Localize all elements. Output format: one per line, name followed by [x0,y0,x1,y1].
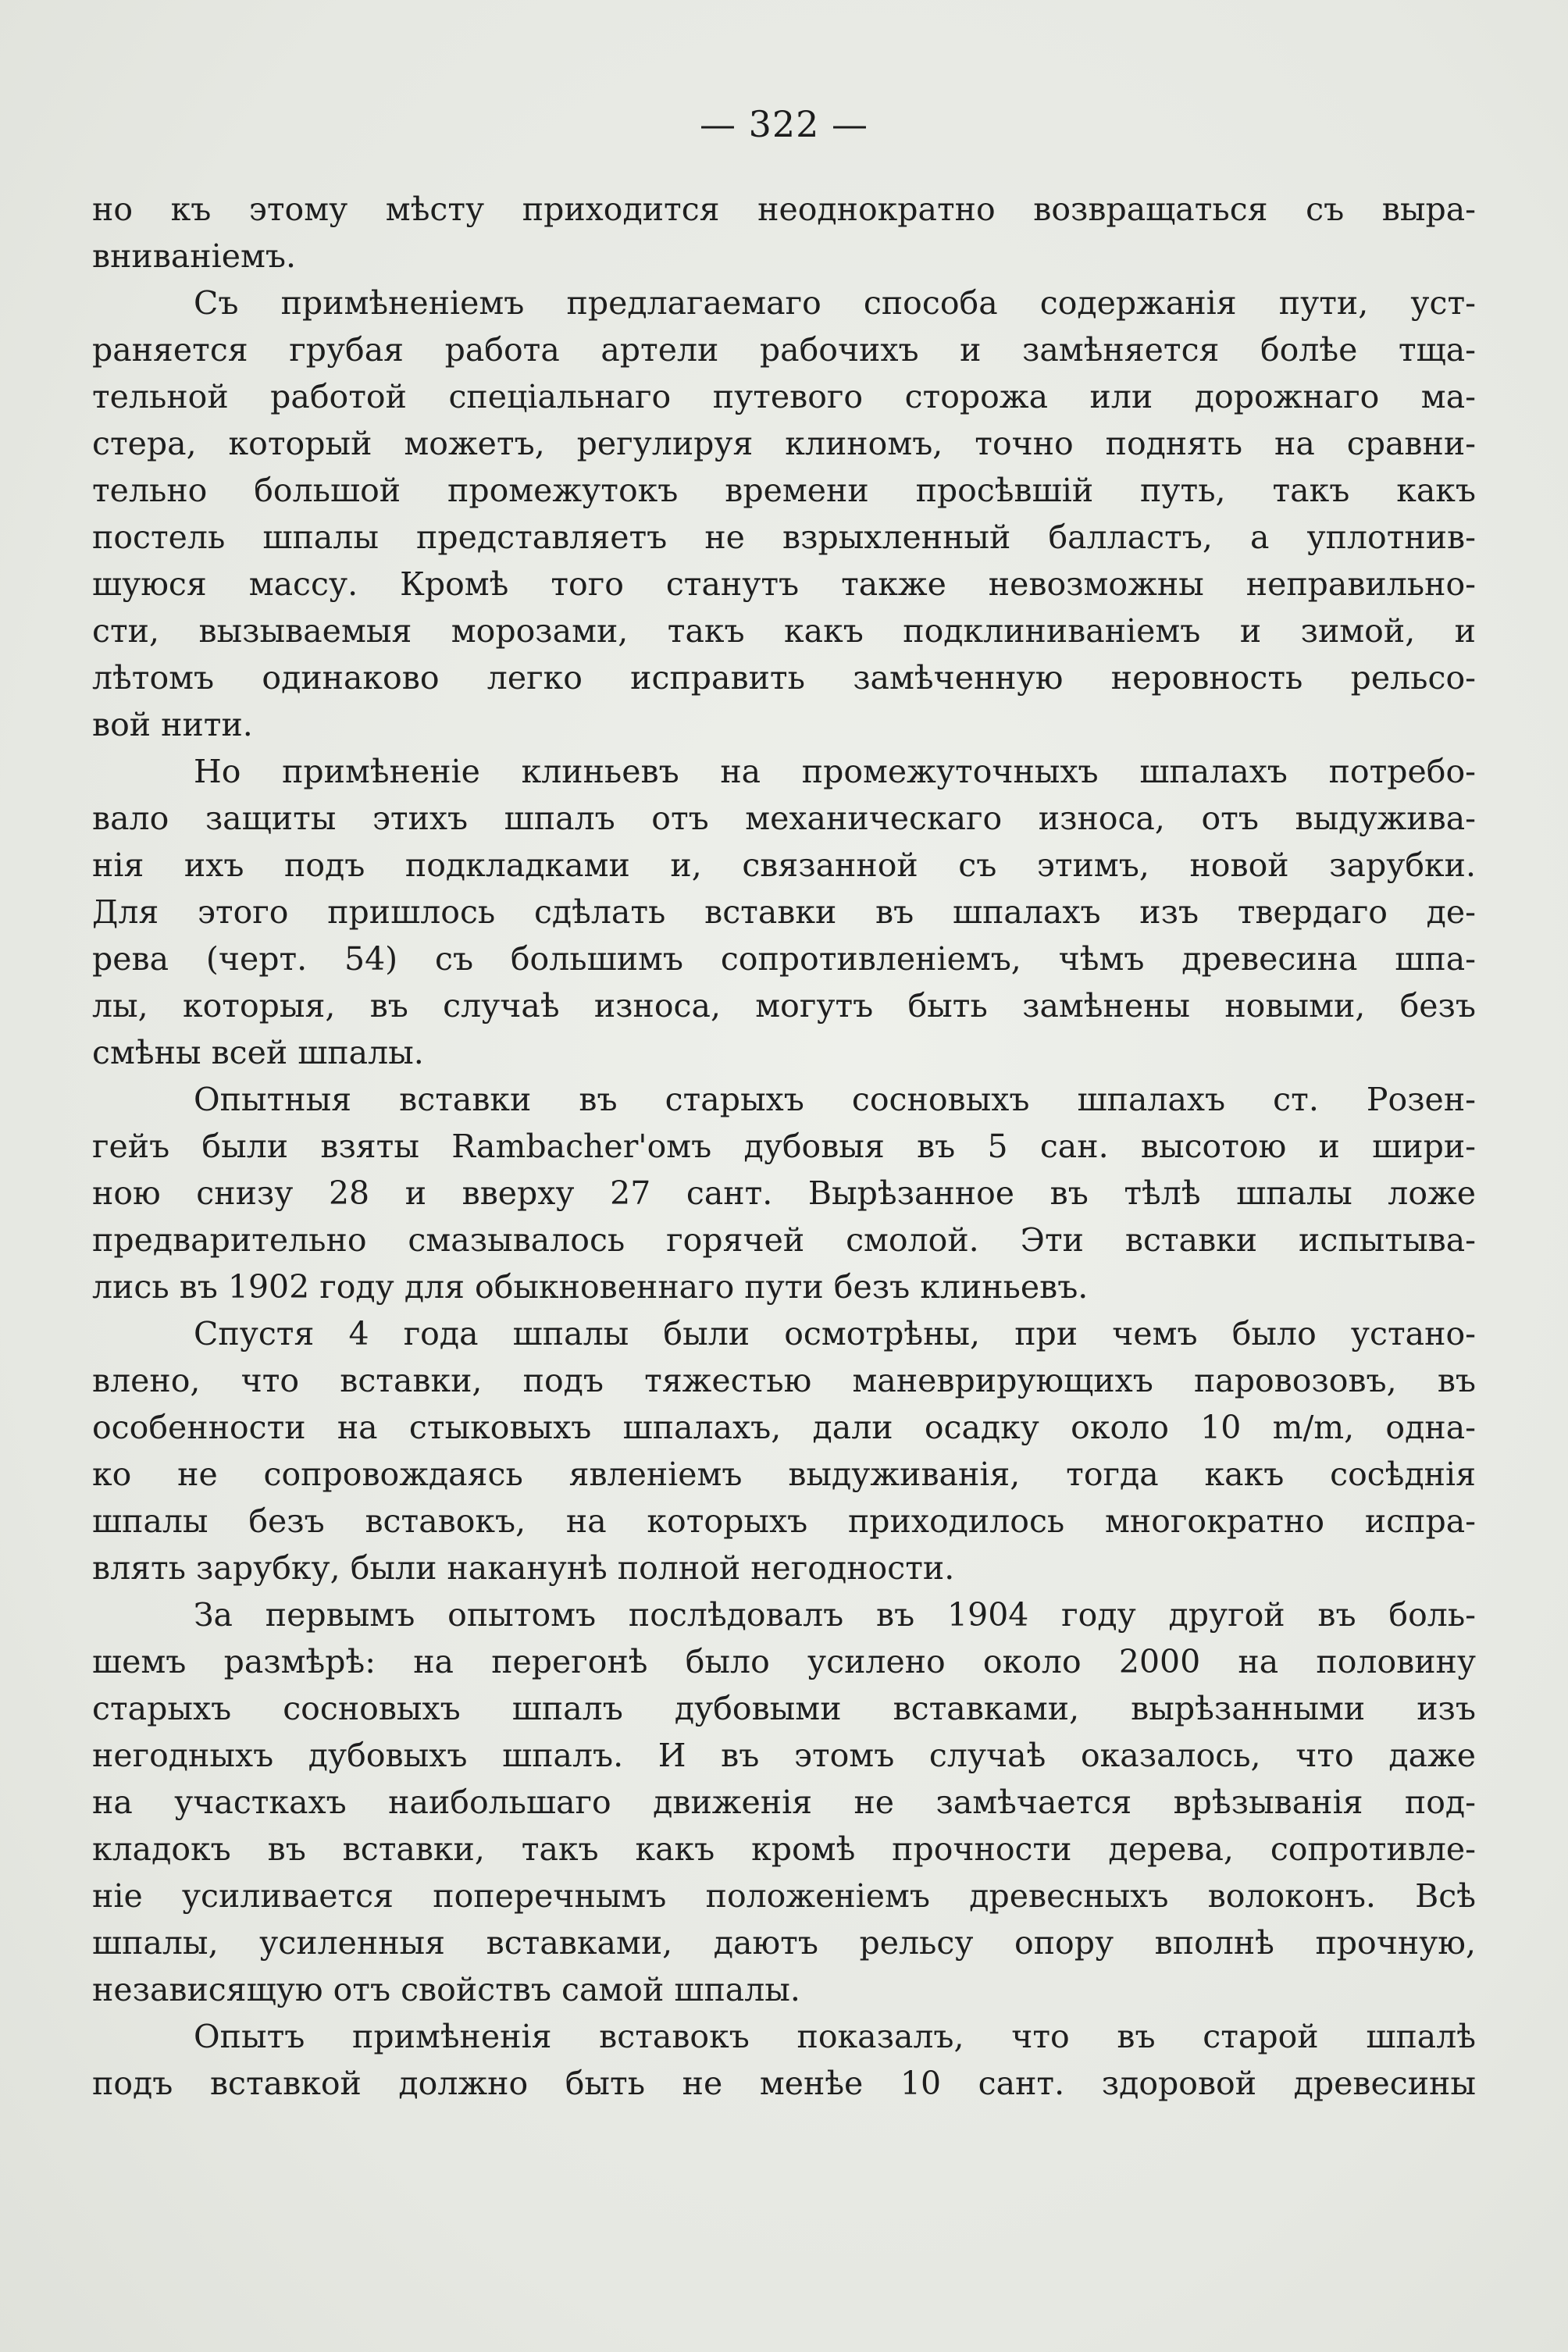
paragraph-1 [92,186,1476,280]
text-line: За первымъ опытомъ послѣдовалъ въ 1904 году другой въ боль- [194,1596,1476,1634]
text-line: вало защиты этихъ шпалъ отъ механическаго износа, отъ выдуживa- [92,800,1476,837]
text-line: ко не сопровождаясь явленіемъ выдуживанія, тогда какъ сосѣднія [92,1456,1476,1493]
paragraph-2 [92,280,1476,748]
text-line: Но примѣненіе клиньевъ на промежуточныхъ шпалахъ потребо- [194,753,1476,790]
text-line: тельной работой спеціальнаго путевого сторожа или дорожнаго ма- [92,378,1476,415]
text-line: шпалы, усиленныя вставками, даютъ рельсу опору вполнѣ прочную, [92,1924,1476,1962]
text-line: шуюся массу. Кромѣ того станутъ также невозможны неправильно- [92,565,1476,603]
text-line: предварительно смазывалось горячей смолой. Эти вставки испытыва- [92,1221,1476,1259]
paragraph-6 [92,1591,1476,2013]
text-line: шемъ размѣрѣ: на перегонѣ было усилено около 2000 на половину [92,1643,1476,1680]
text-line: шпалы безъ вставокъ, на которыхъ приходилось многократно испра- [92,1502,1476,1540]
text-line: сти, вызываемыя морозами, такъ какъ подклиниваніемъ и зимой, и [92,612,1476,650]
text-line: Опытъ примѣненія вставокъ показалъ, что въ старой шпалѣ [194,2018,1476,2055]
text-line: независящую отъ свойствъ самой шпалы. [92,1971,800,2008]
body-text [92,186,1476,2107]
text-line: тельно большой промежутокъ времени просѣвшій путь, такъ какъ [92,472,1476,509]
text-line: кладокъ въ вставки, такъ какъ кромѣ прочности дерева, сопротивле- [92,1830,1476,1868]
text-line: Спустя 4 года шпалы были осмотрѣны, при чемъ было устано- [194,1315,1476,1352]
text-line: нія ихъ подъ подкладками и, связанной съ этимъ, новой зарубки. [92,846,1476,884]
text-line: ніе усиливается поперечнымъ положеніемъ древесныхъ волоконъ. Всѣ [92,1877,1476,1915]
text-line: стера, который можетъ, регулируя клиномъ, точно поднять на сравни- [92,425,1476,462]
page-number: — 322 — [699,103,869,145]
text-line: ною снизу 28 и вверху 27 сант. Вырѣзанное въ тѣлѣ шпалы ложе [92,1174,1476,1212]
text-line: лы, которыя, въ случаѣ износа, могутъ быть замѣнены новыми, безъ [92,987,1476,1025]
text-line: лись въ 1902 году для обыкновеннаго пути безъ клиньевъ. [92,1268,1089,1306]
text-line: старыхъ сосновыхъ шпалъ дубовыми вставками, вырѣзанными изъ [92,1690,1476,1727]
text-line: влено, что вставки, подъ тяжестью маневрирующихъ паровозовъ, въ [92,1362,1476,1399]
text-line: смѣны всей шпалы. [92,1034,424,1071]
text-line: рева (черт. 54) съ большимъ сопротивленіемъ, чѣмъ древесина шпа- [92,940,1476,978]
text-line: подъ вставкой должно быть не менѣе 10 сант. здоровой древесины [92,2065,1476,2102]
text-line: лѣтомъ одинаково легко исправить замѣченную неровность рельсо- [92,659,1476,697]
paragraph-5 [92,1310,1476,1591]
paragraph-4 [92,1076,1476,1310]
text-line: Для этого пришлось сдѣлать вставки въ шпалахъ изъ твердаго де- [92,893,1476,931]
paragraph-7 [92,2013,1476,2107]
text-line: особенности на стыковыхъ шпалахъ, дали осадку около 10 m/m, одна- [92,1409,1476,1446]
text-line: Опытныя вставки въ старыхъ сосновыхъ шпалахъ ст. Розен- [194,1081,1476,1118]
text-line: на участкахъ наибольшаго движенія не замѣчается врѣзыванія под- [92,1784,1476,1821]
paragraph-3 [92,748,1476,1076]
text-line: влять зарубку, были наканунѣ полной негодности. [92,1549,955,1587]
text-line: негодныхъ дубовыхъ шпалъ. И въ этомъ случаѣ оказалось, что даже [92,1737,1476,1774]
text-line: гейъ были взяты Rambacher'омъ дубовыя въ 5 сан. высотою и шири- [92,1128,1476,1165]
text-line: Съ примѣненіемъ предлагаемаго способа содержанія пути, уст- [194,284,1476,322]
text-line: раняется грубая работа артели рабочихъ и замѣняется болѣе тща- [92,331,1476,369]
text-line: вниваніемъ. [92,237,296,275]
text-line: вой нити. [92,706,253,743]
text-line: но къ этому мѣсту приходится неоднократно возвращаться съ выра- [92,191,1476,228]
text-line: постель шпалы представляетъ не взрыхленный балластъ, а уплотнив- [92,519,1476,556]
